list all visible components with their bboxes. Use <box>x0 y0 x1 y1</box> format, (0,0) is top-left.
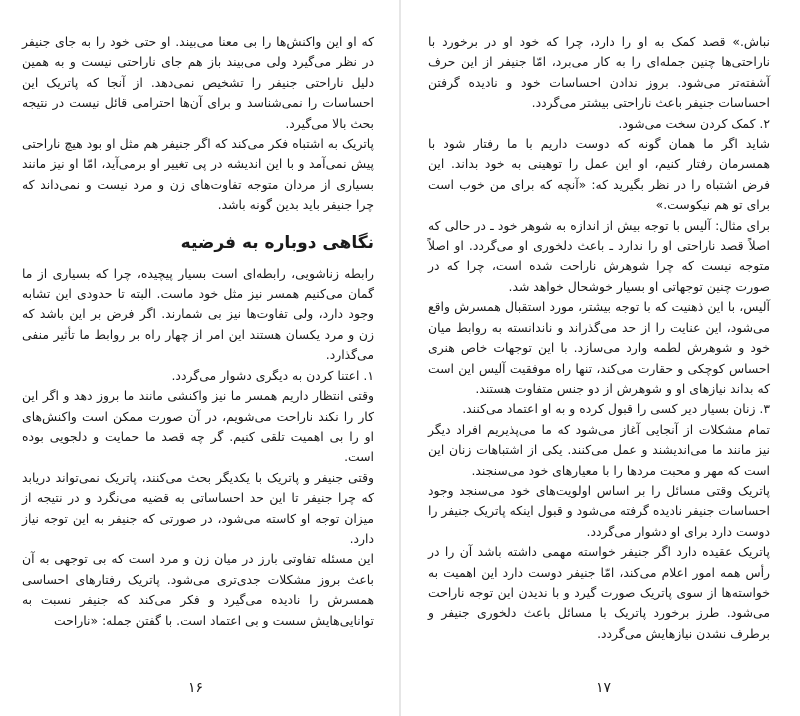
paragraph: پاتریک وقتی مسائل را بر اساس اولویت‌های خود می‌سنجد وجود احساسات جنیفر نادیده گرفته می‌شود و قبول اینکه پاتریک جنیفر را دوست دارد برای او دشوار می‌گردد. <box>428 482 770 539</box>
paragraph: که او این واکنش‌ها را بی معنا می‌بیند. او حتی خود را به جای جنیفر در نظر می‌گیرد ولی می‌بیند باز هم جای ناراحتی نیست و به همین دلیل ناراحتی جنیفر را تشخیص نمی‌دهد. از آنجا که پاتریک این احساسات را نمی‌شناسد و برای آن‌ها احترامی قائل نیست در نتیجه بحث بالا می‌گیرد. <box>22 34 374 131</box>
paragraph: شاید اگر ما همان گونه که دوست داریم با ما رفتار شود با همسرمان رفتار کنیم، او این عمل را توهینی به خود بداند. این فرض اشتباه را در نظر بگیرید که: «آنچه که برای من خوب است برای تو هم نیکوست.» <box>428 136 770 213</box>
paragraph: ۲. کمک کردن سخت می‌شود. <box>618 115 770 131</box>
paragraph: پاتریک به اشتباه فکر می‌کند که اگر جنیفر هم مثل او بود هیچ ناراحتی پیش نمی‌آمد و با این اندیشه در پی تغییر او برمی‌آید، امّا او نیز مانند بسیاری از مردان متوجه تفاوت‌های زن و مرد نیست و نمی‌داند که چرا جنیفر باید بدین گونه باشد. <box>22 136 374 213</box>
right-page-body <box>428 32 770 644</box>
paragraph: رابطه زناشویی، رابطه‌ای است بسیار پیچیده، چرا که بسیاری از ما گمان می‌کنیم همسر نیز مثل خود ماست. البته تا حدودی این تشابه وجود دارد، ولی تفاوت‌ها نیز بی شمارند. اگر فرض بر این باشد که زن و مرد یکسان هستند این امر از چهار راه بر روابط ما تأثیر منفی می‌گذارد. <box>22 265 374 363</box>
paragraph: وقتی جنیفر و پاتریک با یکدیگر بحث می‌کنند، پاتریک نمی‌تواند دریابد که چرا جنیفر تا این حد احساساتی به قضیه می‌نگرد و در نتیجه از میزان توجه او کاسته می‌شود، در صورتی که جنیفر به این توجه نیاز دارد. <box>22 469 374 546</box>
page-number: ۱۶ <box>188 680 204 696</box>
paragraph: برای مثال: آلیس با توجه بیش از اندازه به شوهر خود ـ در حالی که اصلاً قصد ناراحتی او را ندارد ـ باعث دلخوری او می‌گردد. او اصلاً متوجه نیست که چرا شوهرش ناراحت شده است، چرا که در صورت چنین توجهاتی او بسیار خوشحال خواهد شد. <box>428 217 770 294</box>
right-page <box>400 0 800 716</box>
paragraph: نباش.» قصد کمک به او را دارد، چرا که خود او در برخورد با ناراحتی‌ها چنین جمله‌ای را به کار می‌برد، امّا جنیفر از این حرف آشفته‌تر می‌شود. بروز ندادن احساسات خود و نادیده گرفتن احساسات جنیفر باعث ناراحتی بیشتر می‌گردد. <box>428 34 770 111</box>
paragraph: آلیس، با این ذهنیت که با توجه بیشتر، مورد استقبال همسرش واقع می‌شود، این عنایت را از حد می‌گذراند و ناندانسته به روابط میان خود و شوهرش لطمه وارد می‌سازد. با این توجهات خاص هنری احساس کوچکی و حقارت می‌کند، تنها راه موفقیت آلیس این است که بداند نیازهای او و شوهرش از دو جنس متفاوت هستند. <box>428 299 770 396</box>
paragraph: وقتی انتظار داریم همسر ما نیز واکنشی مانند ما بروز دهد و اگر این کار را نکند ناراحت می‌شویم، در آن صورت ممکن است واکنش‌های او را بی اهمیت تلقی کنیم. گر چه قصد ما حمایت و دلجویی بوده است. <box>22 388 374 465</box>
page-number: ۱۷ <box>596 680 612 696</box>
left-page-body <box>22 32 374 631</box>
paragraph: ۳. زنان بسیار دیر کسی را قبول کرده و به او اعتماد می‌کنند. <box>462 401 770 417</box>
paragraph: تمام مشکلات از آنجایی آغاز می‌شود که ما می‌پذیریم افراد دیگر نیز مانند ما می‌اندیشند و عمل می‌کنند. یکی از اشتباهات زنان این است که مهر و محبت مردها را با معیارهای خود می‌سنجند. <box>428 421 770 478</box>
paragraph: ۱. اعتنا کردن به دیگری دشوار می‌گردد. <box>171 367 374 383</box>
section-heading: نگاهی دوباره به فرضیه <box>180 232 374 253</box>
paragraph: این مسئله تفاوتی بارز در میان زن و مرد است که بی توجهی به آن باعث بروز مشکلات جدی‌تری می‌شود. پاتریک رفتارهای احساسی همسرش را نادیده می‌گیرد و فکر می‌کند که جنیفر نسبت به توانایی‌هایش سست و بی اعتماد است. با گفتن جمله: «ناراحت <box>22 551 374 628</box>
paragraph: پاتریک عقیده دارد اگر جنیفر خواسته مهمی داشته باشد آن را در رأس همه امور اعلام می‌کند، امّا جنیفر دوست دارد این اهمیت به خواسته‌ها از سوی پاتریک صورت گیرد و با ندیدن این توجه ناراحت می‌شود. طرز برخورد پاتریک با مسائل باعث دلخوری جنیفر و برطرف نشدن نیازهایش می‌گردد. <box>428 544 770 641</box>
